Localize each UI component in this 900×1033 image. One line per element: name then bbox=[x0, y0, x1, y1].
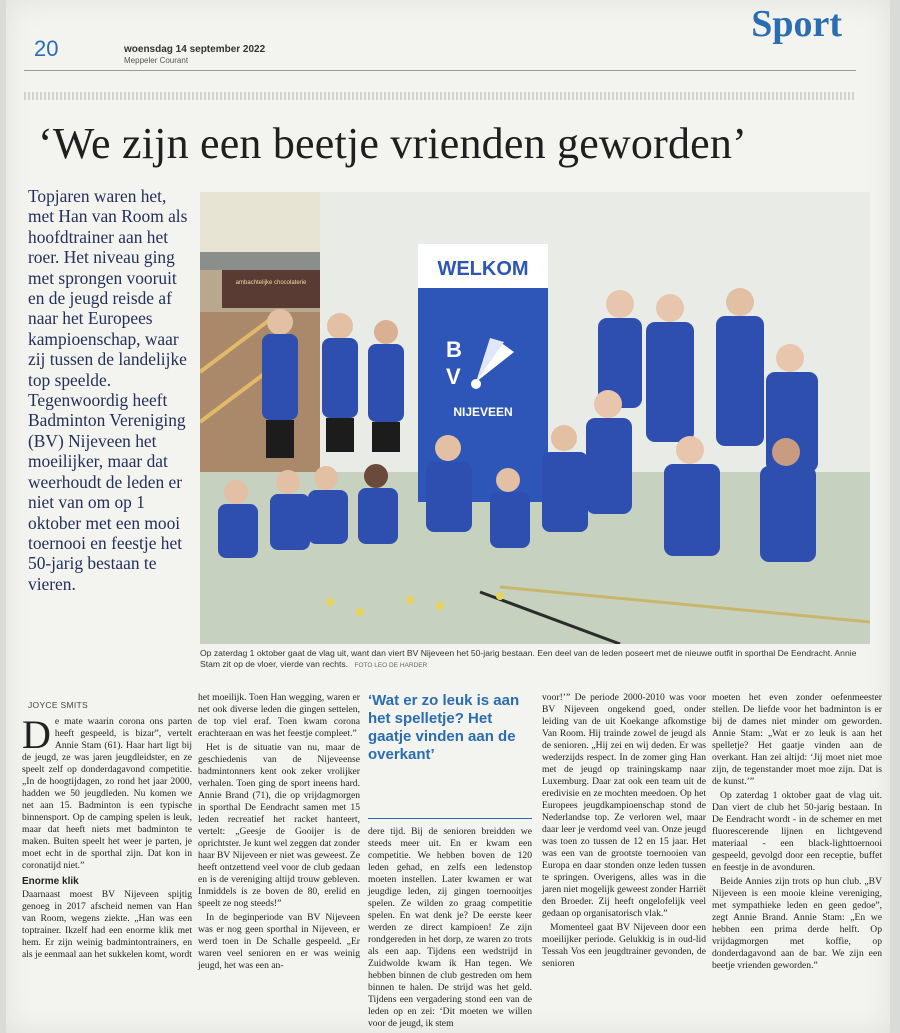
article-paragraph bbox=[22, 712, 192, 872]
article-column-4 bbox=[542, 692, 706, 972]
pull-quote: ‘Wat er zo leuk is aan het spelletje? Het gaatje vinden aan de overkant’ bbox=[368, 692, 520, 763]
wall-sign-text: ambachtelijke chocolaterie bbox=[235, 280, 307, 286]
team-photo bbox=[200, 192, 870, 644]
article-column-3 bbox=[368, 826, 532, 1032]
article-paragraph: Het is de situatie van nu, maar de geschiedenis van de Nijeveense badmintonners kent ook zeker vrolijker verhalen. Toen ging de sport ineens hard. Annie Brand (71), die op vrijdagmorgen in sporthal De Eendracht samen met 15 leden recreatief het racket hanteert, vertelt: „Geesje de Gooijer is de oprichtster. Je kunt wel zeggen dat zonder haar BV Nijeveen er niet was geweest. Ze heeft ontzettend veel voor de club gedaan en is de vereniging altijd trouw gebleven. Inmiddels is ze boven de 80, erelid en speelt ze nog steeds!” bbox=[198, 742, 360, 909]
issue-date: woensdag 14 september 2022 bbox=[124, 44, 266, 55]
banner-nijeveen-text: NIJEVEEN bbox=[453, 405, 513, 419]
article-paragraph: voor!’” De periode 2000-2010 was voor BV Nijeveen ongekend goed, onder leiding van de uit Koekange afkomstige Van Room. Hij trainde zowel de jeugd als de senioren. „Hij zei en wij deden. Er was wederzijds respect. In de zomer ging Han met de jeugd op trainingskamp naar Luxemburg. Daar zat ook een team uit de eredivisie en ze mochten meedoen. Op het Europees jeugdkampioenschap stond de Nederlandse top. Ze verloren wel, maar daar leer je verdomd veel van. Onze jeugd was toen zo tussen de 12 en 15 jaar. Het was een van de grootste toernooien van Europa en daar stonden onze leden tussen te springen. Overigens, alles was in die jaren niet mogelijk geweest zonder Harriët den Broeder. Zij heeft ongelofelijk veel gedaan op organisatorisch vlak.” bbox=[542, 692, 706, 919]
drop-cap: D bbox=[22, 712, 51, 757]
byline: JOYCE SMITS bbox=[28, 700, 88, 710]
chocolaterie-sign bbox=[222, 270, 320, 308]
article-column-2 bbox=[198, 692, 360, 974]
article-column-1 bbox=[22, 712, 192, 963]
banner-welkom-text: WELKOM bbox=[437, 258, 529, 280]
header-divider bbox=[24, 70, 856, 71]
photo-caption bbox=[200, 648, 872, 671]
banner-logo-v: V bbox=[446, 364, 461, 389]
article-paragraph: het moeilijk. Toen Han wegging, waren er net ook diverse leden die gingen settelen, de top viel eraf. Toen kwam corona erachteraan en was het feestje compleet.” bbox=[198, 692, 360, 739]
headline: ‘We zijn een beetje vrienden geworden’ bbox=[38, 119, 747, 168]
intro-text: Topjaren waren het, met Han van Room als hoofdtrainer aan het roer. Het niveau ging met sprongen vooruit en de jeugd reisde af naar het Europees kampioenschap, waar zij tussen de landelijke top speelde. Tegenwoordig heeft Badminton Vereniging (BV) Nijeveen het moeilijker, maar dat weerhoudt de leden er niet van om op 1 oktober met een mooi toernooi en feestje het 50-jarig bestaan te vieren. bbox=[28, 186, 188, 594]
article-paragraph: Beide Annies zijn trots op hun club. „BV Nijeveen is een mooie kleine vereniging, met sympathieke leden en geen gedoe”, zegt Annie Brand. Annie Stam: „En we hebben een prima derde helft. Op vrijdagmorgen met koffie, op donderdagavond aan de bar. We zijn een beetje vrienden geworden.” bbox=[712, 876, 882, 971]
article-paragraph: In de beginperiode van BV Nijeveen was er nog geen sporthal in Nijeveen, er werd toen in De Schalle gespeeld. „Er waren veel senioren en er was weinig jeugd, het was een an- bbox=[198, 912, 360, 971]
caption-text: Op zaterdag 1 oktober gaat de vlag uit, want dan viert BV Nijeveen het 50-jarig bestaan. Een deel van de leden poseert met de nieuwe outfit in sporthal De Eendracht. Annie Stam zit op de vloer, vierde van rechts. bbox=[200, 648, 857, 669]
article-paragraph: Op zaterdag 1 oktober gaat de vlag uit. Dan viert de club het 50-jarig bestaan. In De Eendracht wordt - in de schemer en met fluorescerende lijnen en lichtgevend materiaal - een black-lighttoernooi gespeeld, gevolgd door een receptie, buffet en feestje in de avonduren. bbox=[712, 790, 882, 873]
newspaper-name: Meppeler Courant bbox=[124, 56, 189, 65]
pull-quote-divider bbox=[368, 818, 532, 819]
photo-credit: FOTO LEO DE HARDER bbox=[354, 662, 428, 669]
article-paragraph: moeten het even zonder oefenmeester stellen. De liefde voor het badminton is er bij de dames niet minder om geworden. Annie Stam: „Wat er zo leuk is aan het spelletje? Het gaatje vinden aan de overkant. Han zei altijd: ‘Jij moet niet moe zijn, de tegenstander moet moe zijn. Dat is de kunst.’” bbox=[712, 692, 882, 787]
subheading: Enorme klik bbox=[22, 876, 79, 887]
team-photo-illustration bbox=[200, 192, 870, 644]
newspaper-page bbox=[6, 0, 890, 1033]
article-paragraph: Daarnaast moest BV Nijeveen spijtig genoeg in 2017 afscheid nemen van Han van Room, wegens ziekte. „Han was een toptrainer. Ikzelf had een enorme klik met hem. Er zijn weinig badmintontrainers, en als je eenmaal aan het sukkelen komt, wordt bbox=[22, 889, 192, 960]
section-title: Sport bbox=[751, 3, 842, 45]
header-pattern bbox=[24, 92, 856, 100]
article-paragraph: Momenteel gaat BV Nijeveen door een moeilijker periode. Gelukkig is in oud-lid Tessah Vos een jeugdtrainer gevonden, de senioren bbox=[542, 922, 706, 969]
article-column-5 bbox=[712, 692, 882, 974]
article-paragraph: dere tijd. Bij de senioren breidden we steeds meer uit. En er kwam een competitie. We hebben boven de 120 leden gehad, en zelfs een ledenstop moeten instellen. Later kwamen er wat jeugdige leden, zij gingen toernooitjes spelen. Ze wilden zo graag competitie spelen. En wat denk je? De eerste keer werden ze direct kampioen! Ze zijn rondgereden in het dorp, ze waren zo trots als een aap. Tijdens een wedstrijd in Zuidwolde kwam ik Han tegen. We hebben binnen de club gestreden om hem binnen te halen. De strijd was het geld. Tijdens een vergadering stond een van de leden op en zei: ‘Dit moeten we willen voor de jeugd, ik stem bbox=[368, 826, 532, 1029]
page-number: 20 bbox=[34, 36, 59, 61]
paragraph-text: e mate waarin corona ons parten heeft gespeeld, is bizar”, vertelt Annie Stam (61). Haar hart ligt bij de jeugd, ze was jaren jeugdleidster, en ze speelt zelf op donderdagavond competitie. „In de hoogtijdagen, zo rond het jaar 2000, hadden we 50 jeugdleden. Nu komen we net aan 15. Badminton is een typische binnensport. Op de camping spelen is leuk, maar dat heeft niets met badminton te maken. Buiten speelt het weer je parten, je moet echt in de sporthal zijn. Dat kon in coronatijd niet.” bbox=[22, 716, 192, 871]
banner-logo-b: B bbox=[446, 337, 462, 362]
